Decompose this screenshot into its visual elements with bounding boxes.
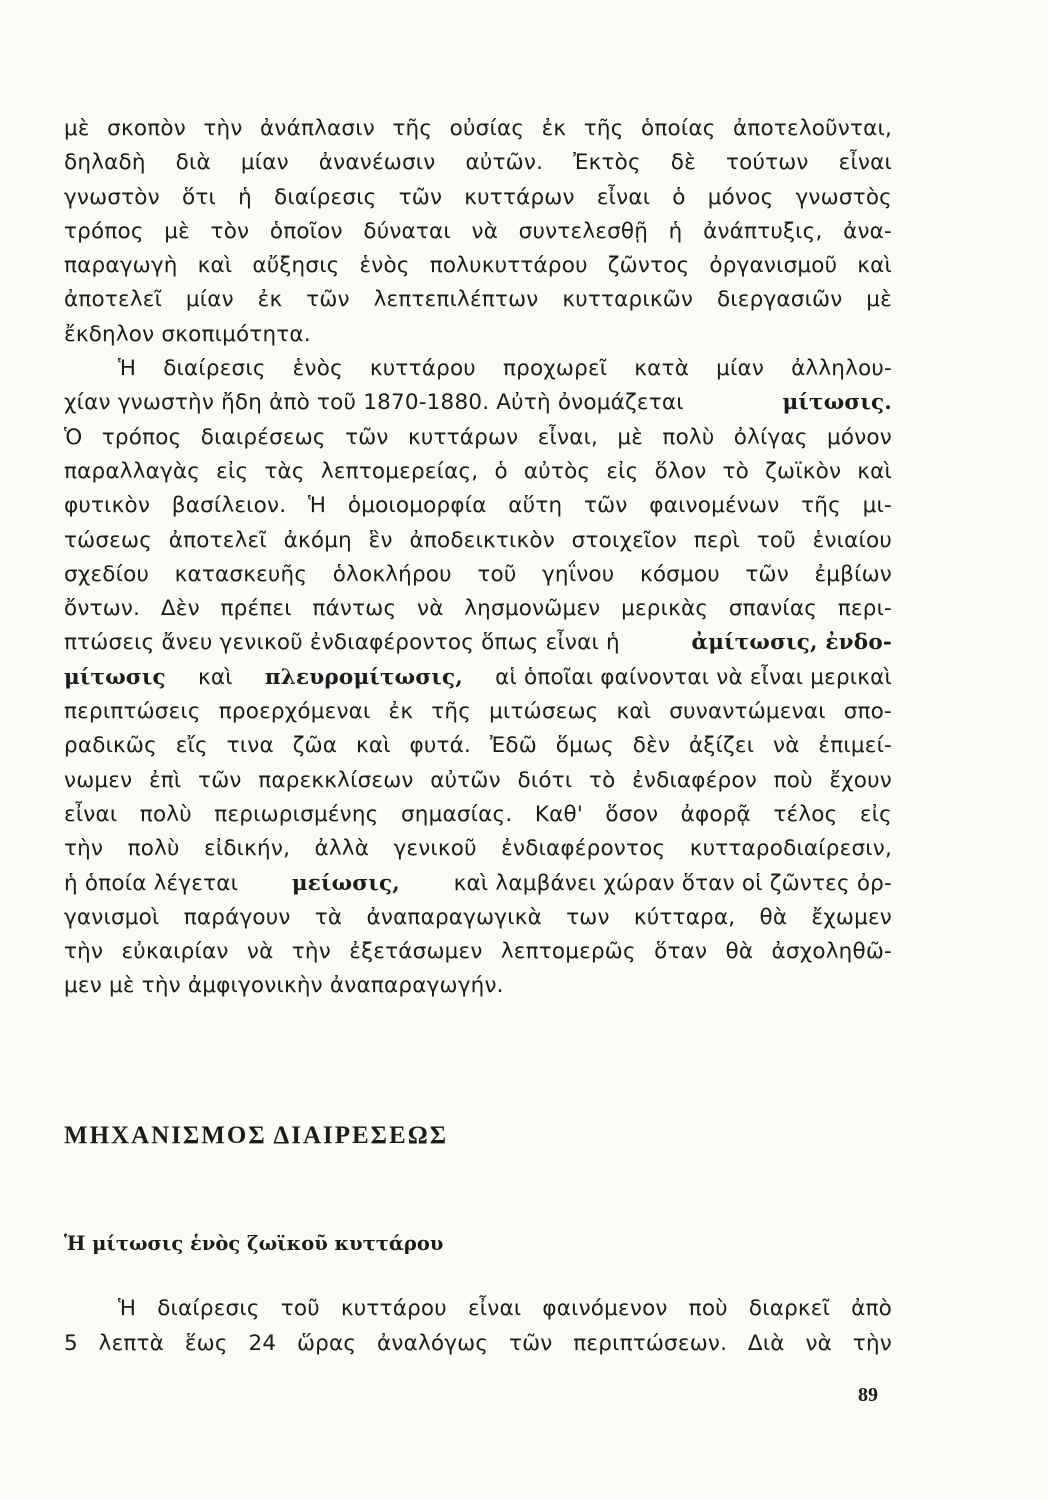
text-line: ἀποτελεῖ μίαν ἐκ τῶν λεπτεπιλέπτων κυτταρικῶν διεργασιῶν μὲ [64, 287, 892, 313]
text-line: φυτικὸν βασίλειον. Ἡ ὁμοιομορφία αὕτη τῶν φαινομένων τῆς μι- [64, 493, 892, 519]
text-line: ραδικῶς εἴς τινα ζῶα καὶ φυτά. Ἐδῶ ὅμως δὲν ἀξίζει νὰ ἐπιμεί- [64, 733, 892, 759]
term-meiosis: μείωσις, [291, 870, 400, 896]
text-span: καὶ [197, 664, 233, 690]
text-line: παραλλαγὰς εἰς τὰς λεπτομερείας, ὁ αὐτὸς εἰς ὅλον τὸ ζωϊκὸν καὶ [64, 458, 892, 484]
text-line [64, 626, 892, 660]
text-line: ὄντων. Δὲν πρέπει πάντως νὰ λησμονῶμεν μερικὰς σπανίας περι- [64, 596, 892, 622]
text-line: παραγωγὴ καὶ αὔξησις ἑνὸς πολυκυττάρου ζῶντος ὀργανισμοῦ καὶ [64, 253, 892, 279]
text-line: τρόπος μὲ τὸν ὁποῖον δύναται νὰ συντελεσθῇ ἡ ἀνάπτυξις, ἀνα- [64, 218, 892, 244]
text-span: χίαν γνωστὴν ἤδη ἀπὸ τοῦ 1870-1880. Αὐτὴ ὀνομάζεται [64, 390, 684, 416]
text-line: 5 λεπτὰ ἕως 24 ὥρας ἀναλόγως τῶν περιπτώσεων. Διὰ νὰ τὴν [64, 1330, 892, 1356]
term-pleuromitosis: πλευρομίτωσις, [264, 664, 463, 690]
text-line [64, 386, 892, 420]
section-paragraph [64, 1292, 892, 1361]
text-line: τώσεως ἀποτελεῖ ἀκόμη ἓν ἀποδεικτικὸν στοιχεῖον περὶ τοῦ ἑνιαίου [64, 527, 892, 553]
page-number: 89 [858, 1384, 878, 1406]
text-line: τὴν εὐκαιρίαν νὰ τὴν ἐξετάσωμεν λεπτομερῶς ὅταν θὰ ἀσχοληθῶ- [64, 939, 892, 965]
text-line: τὴν πολὺ εἰδικήν, ἀλλὰ γενικοῦ ἐνδιαφέροντος κυτταροδιαίρεσιν, [64, 836, 892, 862]
text-line: περιπτώσεις προερχόμεναι ἐκ τῆς μιτώσεως καὶ συναντώμεναι σπο- [64, 699, 892, 725]
section-subheading: Ἡ μίτωσις ἑνὸς ζωϊκοῦ κυττάρου [64, 1232, 444, 1255]
text-line: εἶναι πολὺ περιωρισμένης σημασίας. Καθ' ὅσον ἀφορᾷ τέλος εἰς [64, 801, 892, 827]
body-text [64, 112, 892, 1004]
text-line: Ὁ τρόπος διαιρέσεως τῶν κυττάρων εἶναι, μὲ πολὺ ὀλίγας μόνον [64, 424, 892, 450]
text-line: ἔκδηλον σκοπιμότητα. [64, 321, 311, 347]
text-line: γανισμοὶ παράγουν τὰ ἀναπαραγωγικὰ των κύτταρα, θὰ ἔχωμεν [64, 904, 892, 930]
text-line: γνωστὸν ὅτι ἡ διαίρεσις τῶν κυττάρων εἶναι ὁ μόνος γνωστὸς [64, 184, 892, 210]
text-span: αἱ ὁποῖαι φαίνονται νὰ εἶναι μερικαὶ [495, 664, 892, 690]
term-amitosis-endo: ἀμίτωσις, ἐνδο- [691, 630, 892, 656]
term-mitosis: μίτωσις. [782, 390, 892, 416]
text-line: μὲ σκοπὸν τὴν ἀνάπλασιν τῆς οὐσίας ἐκ τῆς ὁποίας ἀποτελοῦνται, [64, 116, 892, 141]
text-span: πτώσεις ἄνευ γενικοῦ ἐνδιαφέροντος ὅπως εἶναι ἡ [64, 630, 620, 656]
text-line: Ἡ διαίρεσις ἑνὸς κυττάρου προχωρεῖ κατὰ μίαν ἀλληλου- [118, 356, 892, 382]
text-line: νωμεν ἐπὶ τῶν παρεκκλίσεων αὐτῶν διότι τὸ ἐνδιαφέρον ποὺ ἔχουν [64, 767, 892, 793]
text-line: μεν μὲ τὴν ἀμφιγονικὴν ἀναπαραγωγήν. [64, 973, 504, 999]
text-line: Ἡ διαίρεσις τοῦ κυττάρου εἶναι φαινόμενον ποὺ διαρκεῖ ἀπὸ [118, 1296, 892, 1321]
text-span: ἡ ὁποία λέγεται [64, 870, 239, 896]
term-endomitosis: μίτωσις [64, 664, 166, 690]
text-line: δηλαδὴ διὰ μίαν ἀνανέωσιν αὐτῶν. Ἐκτὸς δὲ τούτων εἶναι [64, 150, 892, 176]
text-line [64, 867, 892, 901]
text-span: καὶ λαμβάνει χώραν ὅταν οἱ ζῶντες ὀρ- [453, 870, 892, 896]
section-heading: ΜΗΧΑΝΙΣΜΟΣ ΔΙΑΙΡΕΣΕΩΣ [64, 1122, 449, 1149]
text-line: σχεδίου κατασκευῆς ὁλοκλήρου τοῦ γηΐνου κόσμου τῶν ἐμβίων [64, 561, 892, 587]
text-line [64, 661, 892, 695]
